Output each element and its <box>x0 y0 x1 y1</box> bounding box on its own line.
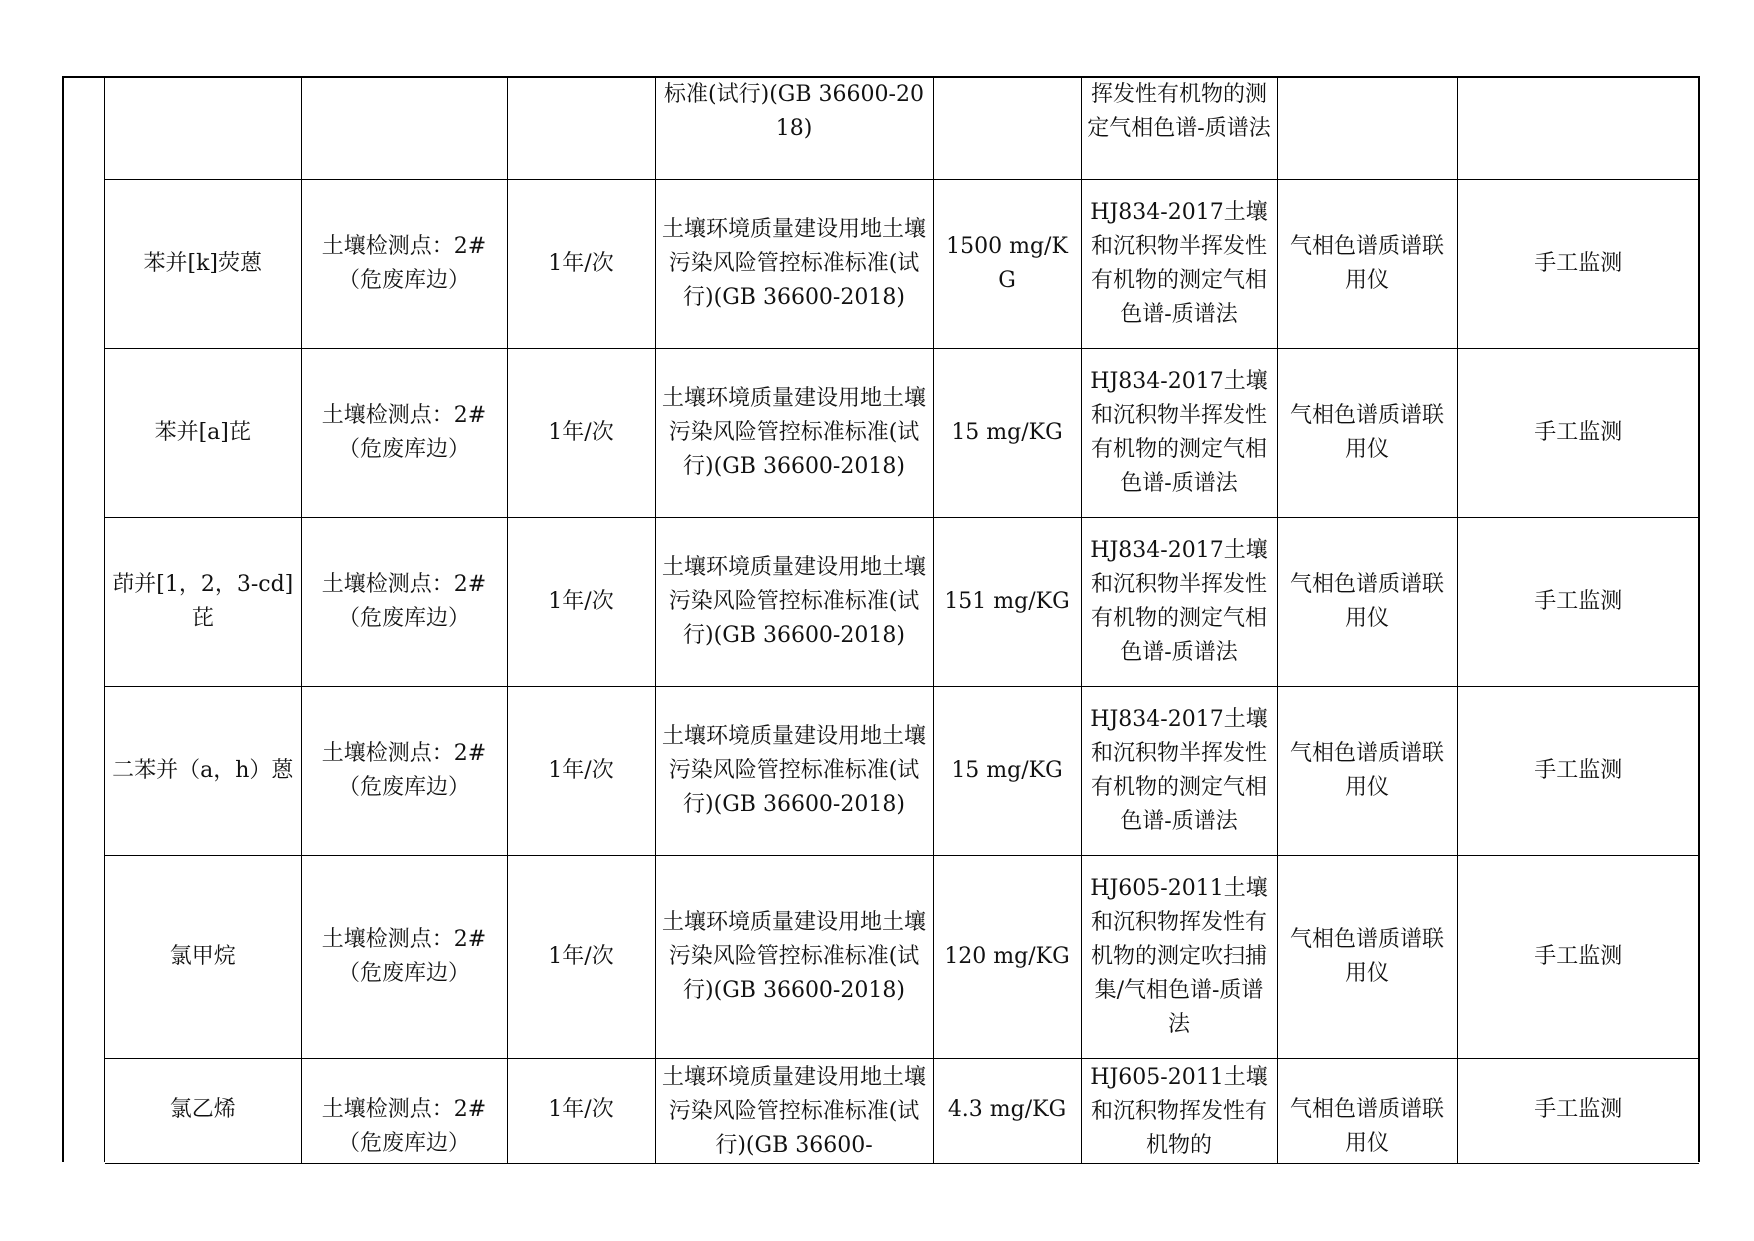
frequency-cell: 1年/次 <box>507 348 655 517</box>
instrument-cell: 气相色谱质谱联用仪 <box>1277 348 1457 517</box>
standard-cell: 土壤环境质量建设用地土壤污染风险管控标准标准(试行)(GB 36600-2018) <box>655 179 933 348</box>
frequency-cell: 1年/次 <box>507 855 655 1058</box>
frequency-cell: 1年/次 <box>507 517 655 686</box>
table-row <box>105 855 1699 1058</box>
table-row <box>105 1058 1699 1163</box>
instrument-cell: 气相色谱质谱联用仪 <box>1277 686 1457 855</box>
instrument-cell: 气相色谱质谱联用仪 <box>1277 855 1457 1058</box>
mode-cell: 手工监测 <box>1457 1058 1699 1163</box>
method-cell: HJ605-2011土壤和沉积物挥发性有机物的 <box>1081 1058 1277 1163</box>
limit-cell: 151 mg/KG <box>933 517 1081 686</box>
instrument-cell: 气相色谱质谱联用仪 <box>1277 1058 1457 1163</box>
point-cell: 土壤检测点：2#（危废库边） <box>301 348 507 517</box>
instrument-cell: 气相色谱质谱联用仪 <box>1277 517 1457 686</box>
point-cell <box>301 78 507 179</box>
mode-cell: 手工监测 <box>1457 179 1699 348</box>
limit-cell: 15 mg/KG <box>933 686 1081 855</box>
method-cell: 挥发性有机物的测定气相色谱-质谱法 <box>1081 78 1277 179</box>
standard-cell: 土壤环境质量建设用地土壤污染风险管控标准标准(试行)(GB 36600-2018) <box>655 686 933 855</box>
pollutant-cell <box>105 78 301 179</box>
standard-cell: 土壤环境质量建设用地土壤污染风险管控标准标准(试行)(GB 36600- <box>655 1058 933 1163</box>
point-cell: 土壤检测点：2#（危废库边） <box>301 686 507 855</box>
method-cell: HJ834-2017土壤和沉积物半挥发性有机物的测定气相色谱-质谱法 <box>1081 686 1277 855</box>
standard-cell: 标准(试行)(GB 36600-2018) <box>655 78 933 179</box>
table-row <box>105 348 1699 517</box>
frequency-cell <box>507 78 655 179</box>
monitoring-table-frame <box>62 76 1700 1162</box>
point-cell: 土壤检测点：2#（危废库边） <box>301 1058 507 1163</box>
pollutant-cell: 苯并[k]荧蒽 <box>105 179 301 348</box>
limit-cell: 1500 mg/KG <box>933 179 1081 348</box>
limit-cell: 120 mg/KG <box>933 855 1081 1058</box>
pollutant-cell: 茚并[1，2，3-cd]芘 <box>105 517 301 686</box>
table-row <box>105 179 1699 348</box>
frequency-cell: 1年/次 <box>507 1058 655 1163</box>
instrument-cell <box>1277 78 1457 179</box>
point-cell: 土壤检测点：2#（危废库边） <box>301 855 507 1058</box>
pollutant-cell: 氯甲烷 <box>105 855 301 1058</box>
pollutant-cell: 二苯并（a，h）蒽 <box>105 686 301 855</box>
method-cell: HJ834-2017土壤和沉积物半挥发性有机物的测定气相色谱-质谱法 <box>1081 348 1277 517</box>
method-cell: HJ834-2017土壤和沉积物半挥发性有机物的测定气相色谱-质谱法 <box>1081 179 1277 348</box>
mode-cell: 手工监测 <box>1457 686 1699 855</box>
mode-cell: 手工监测 <box>1457 855 1699 1058</box>
mode-cell: 手工监测 <box>1457 348 1699 517</box>
left-merged-column <box>64 78 105 1162</box>
table-row <box>105 686 1699 855</box>
frequency-cell: 1年/次 <box>507 179 655 348</box>
frequency-cell: 1年/次 <box>507 686 655 855</box>
point-cell: 土壤检测点：2#（危废库边） <box>301 179 507 348</box>
standard-cell: 土壤环境质量建设用地土壤污染风险管控标准标准(试行)(GB 36600-2018) <box>655 855 933 1058</box>
instrument-cell: 气相色谱质谱联用仪 <box>1277 179 1457 348</box>
method-cell: HJ834-2017土壤和沉积物半挥发性有机物的测定气相色谱-质谱法 <box>1081 517 1277 686</box>
limit-cell: 4.3 mg/KG <box>933 1058 1081 1163</box>
pollutant-cell: 氯乙烯 <box>105 1058 301 1163</box>
table-row <box>105 517 1699 686</box>
standard-cell: 土壤环境质量建设用地土壤污染风险管控标准标准(试行)(GB 36600-2018) <box>655 517 933 686</box>
standard-cell: 土壤环境质量建设用地土壤污染风险管控标准标准(试行)(GB 36600-2018) <box>655 348 933 517</box>
pollutant-cell: 苯并[a]芘 <box>105 348 301 517</box>
mode-cell <box>1457 78 1699 179</box>
table-row-continued <box>105 78 1699 179</box>
method-cell: HJ605-2011土壤和沉积物挥发性有机物的测定吹扫捕集/气相色谱-质谱法 <box>1081 855 1277 1058</box>
soil-monitoring-table <box>105 78 1699 1164</box>
limit-cell <box>933 78 1081 179</box>
point-cell: 土壤检测点：2#（危废库边） <box>301 517 507 686</box>
limit-cell: 15 mg/KG <box>933 348 1081 517</box>
mode-cell: 手工监测 <box>1457 517 1699 686</box>
